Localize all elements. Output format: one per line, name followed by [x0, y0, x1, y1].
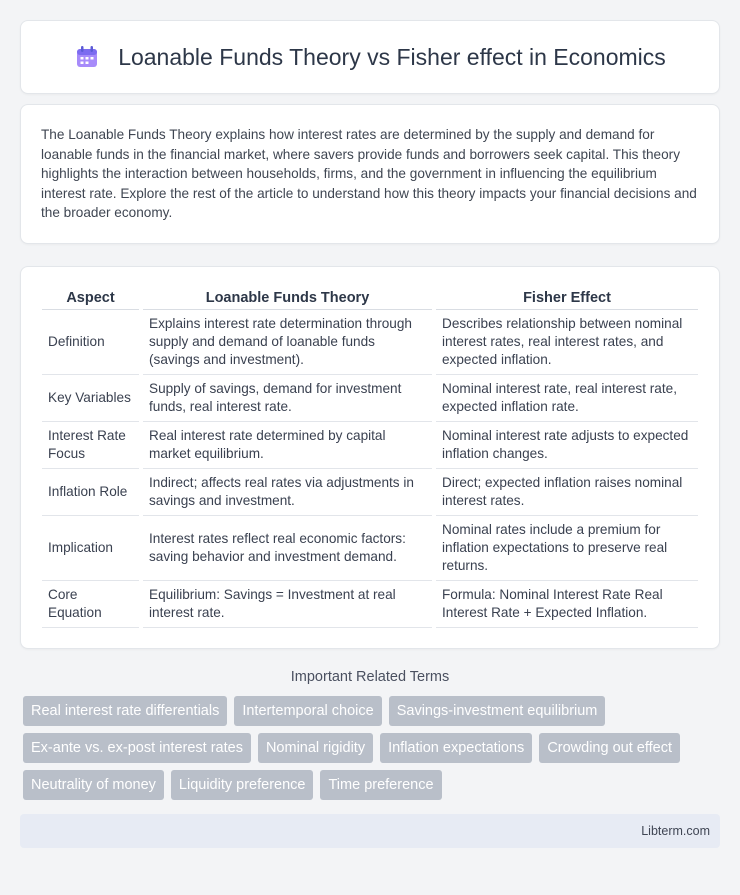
row-aspect: Inflation Role	[42, 469, 139, 516]
row-fisher-effect: Nominal interest rate adjusts to expected inflation changes.	[436, 422, 698, 469]
intro-text: The Loanable Funds Theory explains how interest rates are determined by the supply and demand for loanable funds in the financial market, where savers provide funds and borrowers seek capital. This theory highlights the interaction between households, firms, and the government in influencing the equilibrium interest rate. Explore the rest of the article to understand how this theory impacts your financial decisions and the broader economy.	[41, 127, 697, 220]
related-term-tag[interactable]: Savings-investment equilibrium	[389, 696, 606, 726]
row-fisher-effect: Formula: Nominal Interest Rate Real Interest Rate + Expected Inflation.	[436, 581, 698, 628]
table-header-row	[42, 287, 698, 310]
row-loanable-funds: Supply of savings, demand for investment funds, real interest rate.	[143, 375, 432, 422]
row-loanable-funds: Real interest rate determined by capital market equilibrium.	[143, 422, 432, 469]
row-fisher-effect: Nominal interest rate, real interest rate, expected inflation rate.	[436, 375, 698, 422]
row-aspect: Implication	[42, 516, 139, 581]
related-term-tag[interactable]: Liquidity preference	[171, 770, 314, 800]
comparison-card	[20, 266, 720, 649]
related-terms-list	[20, 696, 720, 800]
table-row	[42, 422, 698, 469]
table-row	[42, 581, 698, 628]
table-row	[42, 375, 698, 422]
comparison-table	[38, 287, 702, 628]
table-row	[42, 469, 698, 516]
row-aspect: Interest Rate Focus	[42, 422, 139, 469]
related-term-tag[interactable]: Time preference	[320, 770, 441, 800]
related-term-tag[interactable]: Neutrality of money	[23, 770, 164, 800]
footer-site-link[interactable]: Libterm.com	[641, 823, 710, 838]
row-fisher-effect: Nominal rates include a premium for inflation expectations to preserve real returns.	[436, 516, 698, 581]
calendar-icon	[74, 44, 100, 70]
row-loanable-funds: Indirect; affects real rates via adjustments in savings and investment.	[143, 469, 432, 516]
page-title: Loanable Funds Theory vs Fisher effect in Economics	[118, 43, 666, 70]
related-term-tag[interactable]: Crowding out effect	[539, 733, 680, 763]
header-card	[20, 20, 720, 94]
header-aspect: Aspect	[42, 287, 139, 310]
row-fisher-effect: Direct; expected inflation raises nominal interest rates.	[436, 469, 698, 516]
row-fisher-effect: Describes relationship between nominal interest rates, real interest rates, and expected inflation.	[436, 310, 698, 375]
row-loanable-funds: Equilibrium: Savings = Investment at real interest rate.	[143, 581, 432, 628]
row-loanable-funds: Explains interest rate determination through supply and demand of loanable funds (savings and investment).	[143, 310, 432, 375]
row-aspect: Core Equation	[42, 581, 139, 628]
header-loanable-funds: Loanable Funds Theory	[143, 287, 432, 310]
related-term-tag[interactable]: Nominal rigidity	[258, 733, 373, 763]
intro-card	[20, 104, 720, 244]
table-row	[42, 516, 698, 581]
table-row	[42, 310, 698, 375]
related-term-tag[interactable]: Intertemporal choice	[234, 696, 381, 726]
related-terms-title: Important Related Terms	[290, 668, 450, 685]
footer	[20, 814, 720, 848]
row-aspect: Key Variables	[42, 375, 139, 422]
related-term-tag[interactable]: Ex-ante vs. ex-post interest rates	[23, 733, 251, 763]
header-fisher-effect: Fisher Effect	[436, 287, 698, 310]
related-term-tag[interactable]: Real interest rate differentials	[23, 696, 227, 726]
related-term-tag[interactable]: Inflation expectations	[380, 733, 532, 763]
row-loanable-funds: Interest rates reflect real economic factors: saving behavior and investment demand.	[143, 516, 432, 581]
row-aspect: Definition	[42, 310, 139, 375]
